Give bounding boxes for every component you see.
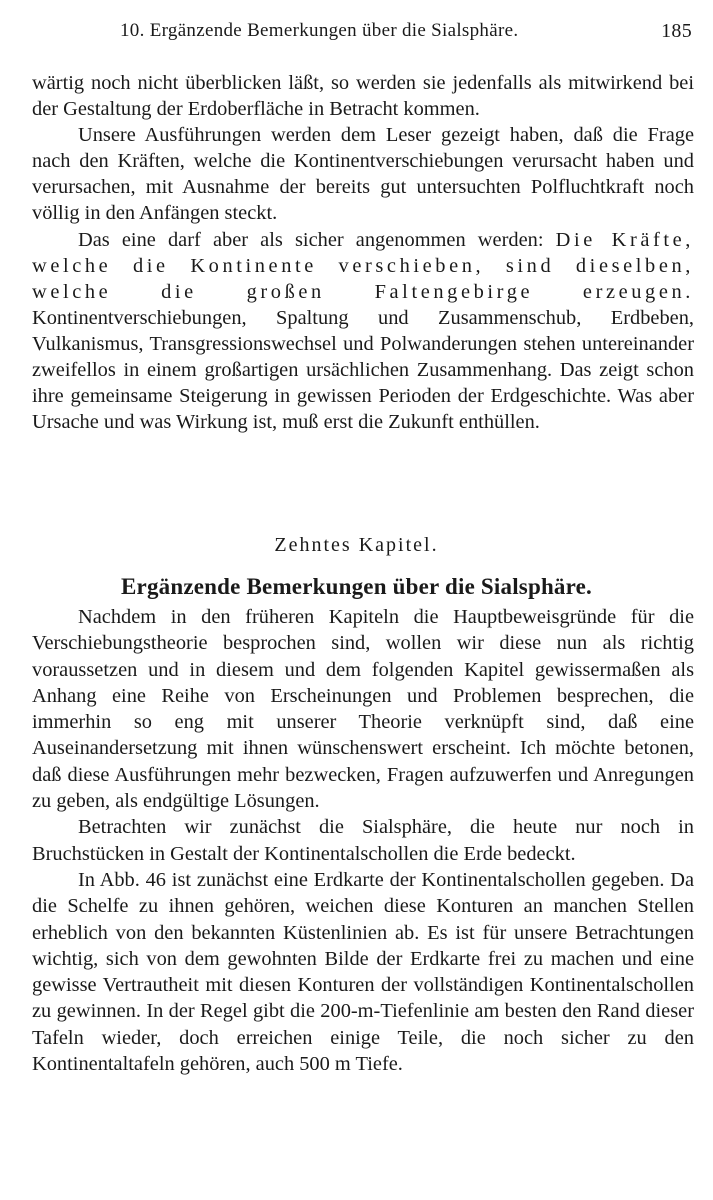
paragraph: wärtig noch nicht überblicken läßt, so werden sie jedenfalls als mitwirkend bei der Gestaltung der Erdoberfläche in Betracht kommen. <box>32 72 694 121</box>
paragraph: Unsere Ausführungen werden dem Leser gezeigt haben, daß die Frage nach den Kräften, welche die Kontinentverschiebungen verursacht haben und verursachen, mit Ausnahme der bereits gut untersuchten Polfluchtkraft noch völlig in den Anfängen steckt. <box>32 124 694 225</box>
paragraph: Nachdem in den früheren Kapiteln die Hauptbeweisgründe für die Verschiebungstheorie besprochen sind, wollen wir diese nun als richtig voraussetzen und in diesem und dem folgenden Kapitel gewissermaßen als Anhang eine Reihe von Erscheinungen und Problemen besprechen, die immerhin so eng mit unserer Theorie verknüpft sind, daß eine Auseinandersetzung mit ihnen wünschenswert erscheint. Ich möchte betonen, daß diese Ausführungen mehr bezwecken, Fragen aufzuwerfen und Anregungen zu geben, als endgültige Lösungen. <box>32 606 694 813</box>
paragraph-intro: Das eine darf aber als sicher angenommen werden: <box>78 228 556 251</box>
page-number: 185 <box>661 20 692 42</box>
running-title: 10. Ergänzende Bemerkungen über die Sialsphäre. <box>120 20 519 41</box>
section-before-chapter <box>32 70 694 435</box>
chapter-title: Ergänzende Bemerkungen über die Sialsphäre. <box>121 574 592 599</box>
paragraph: Betrachten wir zunächst die Sialsphäre, die heute nur noch in Bruchstücken in Gestalt der Kontinentalschollen die Erde bedeckt. <box>32 816 694 865</box>
running-head <box>32 16 692 48</box>
paragraph-continuation: Kontinentverschiebungen, Spaltung und Zusammenschub, Erdbeben, Vulkanismus, Transgressionswechsel und Polwanderungen stehen untereinander zweifellos in einem großartigen ursächlichen Zusammenhang. Das zeigt schon ihre gemeinsame Steigerung in gewissen Perioden der Erdgeschichte. Was aber Ursache und was Wirkung ist, muß erst die Zukunft enthüllen. <box>32 306 694 434</box>
chapter-body <box>32 604 694 1077</box>
chapter-label: Zehntes Kapitel. <box>274 534 439 556</box>
emphasized-statement: Die Kräfte, welche die Kontinente verschieben, sind dieselben, welche die großen Faltengebirge erzeugen. <box>32 228 694 303</box>
paragraph: In Abb. 46 ist zunächst eine Erdkarte der Kontinentalschollen gegeben. Da die Schelfe zu ihnen gehören, weichen diese Konturen an manchen Stellen erheblich von den bekannten Küstenlinien ab. Es ist für unsere Betrachtungen wichtig, sich von dem gewohnten Bilde der Erdkarte frei zu machen und eine gewisse Vertrautheit mit diesen Konturen der vollständigen Kontinentalschollen zu gewinnen. In der Regel gibt die 200-m-Tiefenlinie am besten den Rand dieser Tafeln wieder, doch erreichen einige Teile, die noch sicher zu den Kontinentaltafeln gehören, auch 500 m Tiefe. <box>32 868 694 1076</box>
paragraph <box>32 227 694 436</box>
